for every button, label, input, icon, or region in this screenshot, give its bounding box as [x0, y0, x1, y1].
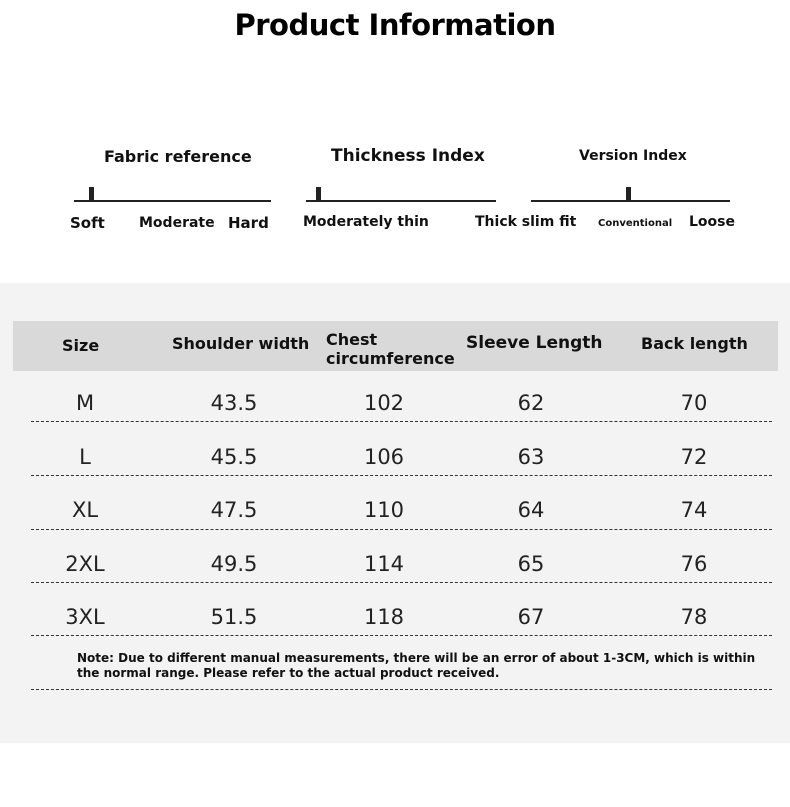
cell-back: 72	[680, 445, 708, 469]
thickness-label-thin: Moderately thin	[303, 214, 429, 230]
fabric-scale-marker	[89, 187, 94, 200]
thickness-scale-line	[306, 200, 496, 202]
cell-back: 70	[680, 391, 708, 415]
row-divider	[31, 475, 772, 476]
row-divider	[31, 529, 772, 530]
measurement-note: Note: Due to different manual measurements, there will be an error of about 1-3CM, which is within the normal range. Please refer to the actual product received.	[77, 651, 756, 680]
version-label-loose: Loose	[689, 214, 735, 230]
cell-size: 3XL	[65, 605, 105, 629]
cell-shoulder: 49.5	[210, 552, 258, 576]
note-divider	[31, 689, 772, 690]
row-divider	[31, 582, 772, 583]
fabric-label-soft: Soft	[70, 214, 105, 232]
fabric-label-moderate: Moderate	[139, 215, 215, 231]
row-divider	[31, 421, 772, 422]
cell-size: XL	[71, 498, 99, 522]
cell-chest: 110	[363, 498, 405, 522]
cell-sleeve: 64	[517, 498, 545, 522]
cell-back: 78	[680, 605, 708, 629]
cell-shoulder: 51.5	[210, 605, 258, 629]
cell-back: 76	[680, 552, 708, 576]
thickness-label-thick: Thick slim fit	[475, 214, 577, 230]
cell-chest: 114	[363, 552, 405, 576]
header-sleeve-length: Sleeve Length	[466, 333, 603, 353]
cell-back: 74	[680, 498, 708, 522]
fabric-scale-line	[74, 200, 271, 202]
cell-shoulder: 43.5	[210, 391, 258, 415]
page-title: Product Information	[234, 8, 556, 42]
cell-sleeve: 65	[517, 552, 545, 576]
version-index-title: Version Index	[579, 148, 687, 164]
row-divider	[31, 635, 772, 636]
thickness-index-title: Thickness Index	[331, 146, 485, 166]
header-chest-line2: circumference	[326, 349, 455, 368]
cell-sleeve: 67	[517, 605, 545, 629]
cell-chest: 118	[363, 605, 405, 629]
version-scale-line	[531, 200, 730, 202]
fabric-reference-title: Fabric reference	[104, 147, 252, 166]
cell-size: L	[79, 445, 91, 469]
header-shoulder-width: Shoulder width	[172, 334, 310, 353]
cell-shoulder: 47.5	[210, 498, 258, 522]
header-size: Size	[62, 336, 100, 355]
cell-chest: 102	[363, 391, 405, 415]
version-label-conventional: Conventional	[598, 218, 673, 229]
cell-size: M	[75, 391, 95, 415]
thickness-scale-marker	[316, 187, 321, 200]
version-scale-marker	[626, 187, 631, 200]
cell-shoulder: 45.5	[210, 445, 258, 469]
cell-sleeve: 63	[517, 445, 545, 469]
fabric-label-hard: Hard	[228, 214, 269, 232]
cell-chest: 106	[363, 445, 405, 469]
header-back-length: Back length	[641, 334, 748, 353]
cell-sleeve: 62	[517, 391, 545, 415]
cell-size: 2XL	[65, 552, 105, 576]
header-chest-line1: Chest	[326, 330, 378, 349]
